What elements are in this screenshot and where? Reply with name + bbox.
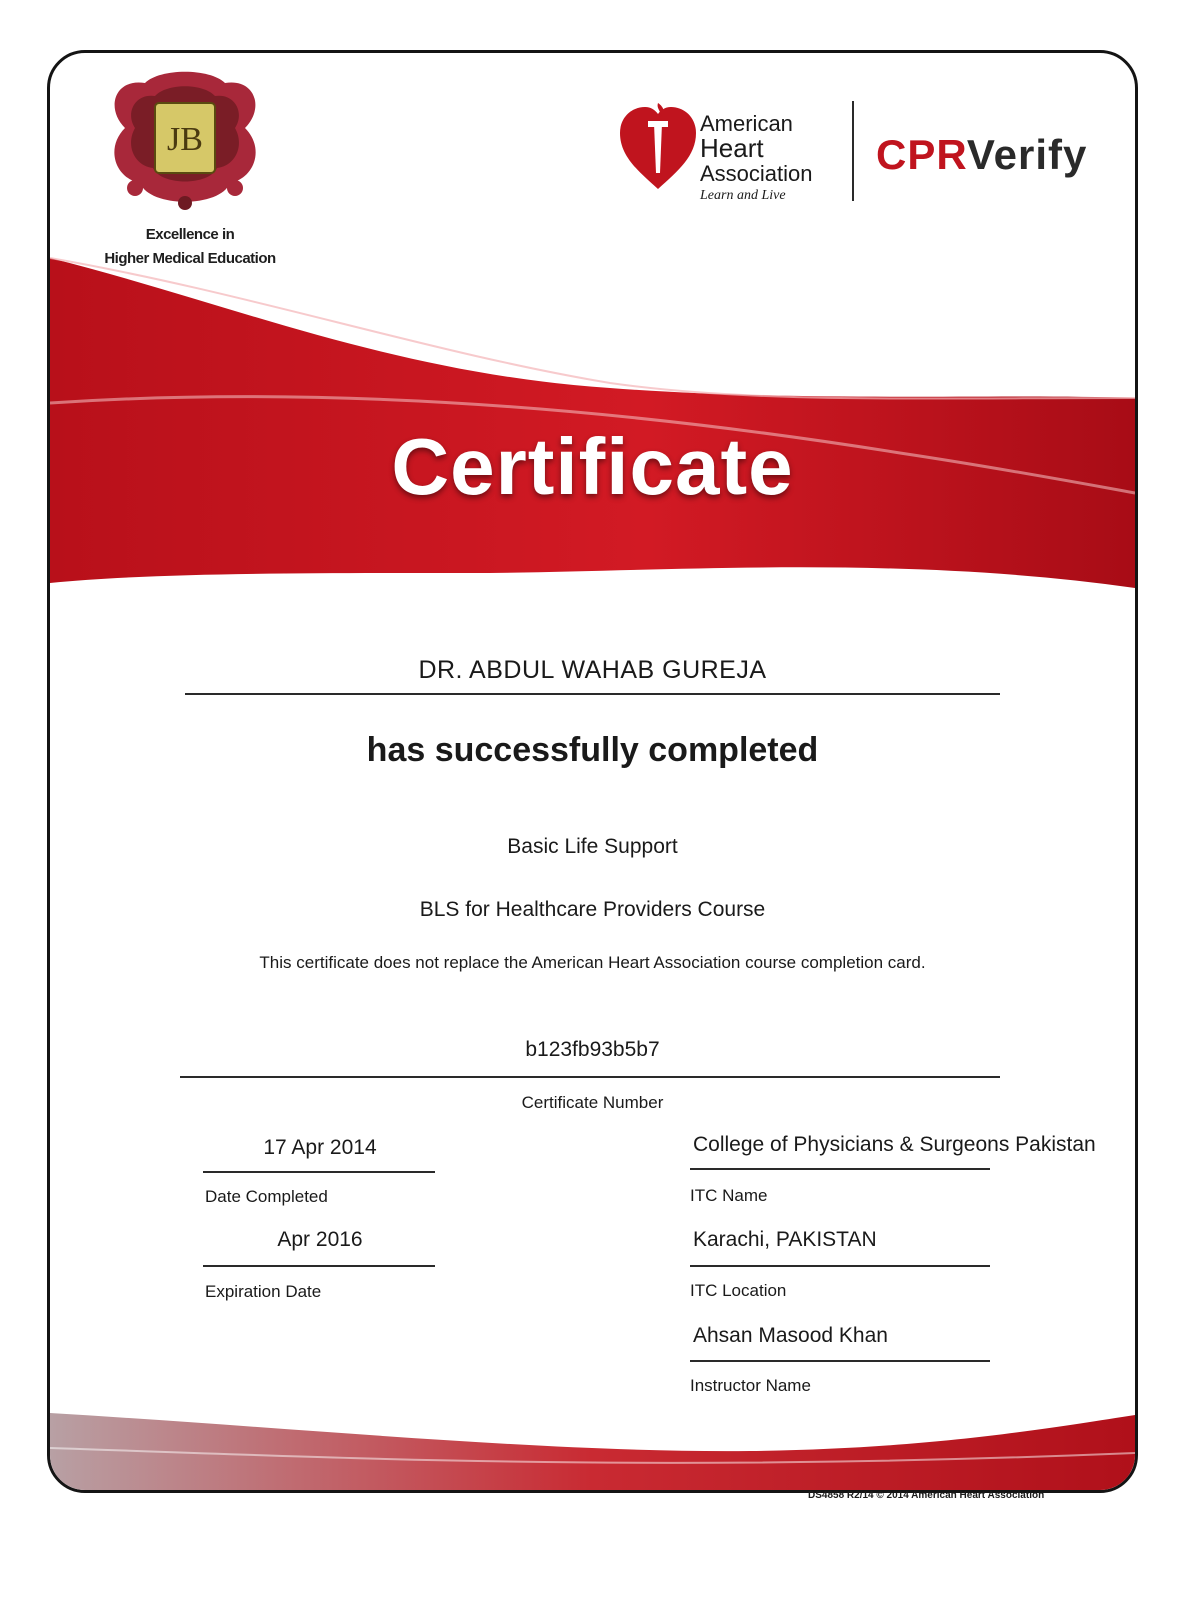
crest-logo bbox=[105, 68, 265, 218]
expiration-date-value: Apr 2016 bbox=[277, 1228, 363, 1251]
aha-heart-torch-icon bbox=[618, 101, 698, 191]
form-code-footer: DS4858 R2/14 © 2014 American Heart Association bbox=[808, 1490, 1045, 1501]
date-completed-underline bbox=[203, 1171, 435, 1173]
aha-tagline: Learn and Live bbox=[700, 188, 786, 203]
instructor-name-underline bbox=[690, 1360, 990, 1362]
completion-statement: has successfully completed bbox=[366, 731, 819, 769]
crest-caption bbox=[90, 223, 290, 271]
aha-line2: Heart bbox=[700, 133, 764, 163]
aha-wordmark bbox=[700, 111, 813, 206]
svg-text:JB: JB bbox=[167, 121, 203, 158]
certificate-number-underline bbox=[180, 1076, 1000, 1078]
itc-location-underline bbox=[690, 1265, 990, 1267]
itc-location-value: Karachi, PAKISTAN bbox=[693, 1228, 877, 1251]
logo-divider bbox=[852, 101, 854, 201]
itc-location-label: ITC Location bbox=[690, 1281, 787, 1300]
certificate-title: Certificate bbox=[391, 422, 794, 511]
certificate-number-label: Certificate Number bbox=[521, 1093, 664, 1112]
instructor-name-label: Instructor Name bbox=[690, 1376, 811, 1395]
recipient-underline bbox=[185, 693, 1000, 695]
date-completed-value: 17 Apr 2014 bbox=[263, 1136, 377, 1159]
itc-name-label: ITC Name bbox=[690, 1186, 768, 1205]
itc-name-value: College of Physicians & Surgeons Pakistan bbox=[693, 1133, 1096, 1156]
cpr-verify-part1: CPR bbox=[876, 131, 967, 178]
certificate-number: b123fb93b5b7 bbox=[525, 1038, 660, 1061]
crest-caption-line2: Higher Medical Education bbox=[104, 250, 276, 267]
recipient-name: DR. ABDUL WAHAB GUREJA bbox=[418, 656, 767, 684]
itc-name-underline bbox=[690, 1168, 990, 1170]
expiration-date-underline bbox=[203, 1265, 435, 1267]
instructor-name-value: Ahsan Masood Khan bbox=[693, 1324, 888, 1347]
cpr-verify-part2: Verify bbox=[966, 131, 1088, 178]
cpr-verify-logo bbox=[876, 131, 1087, 179]
certificate-card bbox=[47, 50, 1138, 1493]
expiration-date-label: Expiration Date bbox=[205, 1282, 322, 1301]
disclaimer-text: This certificate does not replace the American Heart Association course completion card. bbox=[259, 953, 926, 972]
aha-line3: Association bbox=[700, 161, 813, 186]
aha-line1: American bbox=[700, 111, 793, 136]
crest-caption-line1: Excellence in bbox=[145, 226, 235, 243]
course-detail: BLS for Healthcare Providers Course bbox=[419, 898, 766, 921]
course-name: Basic Life Support bbox=[507, 835, 678, 858]
date-completed-label: Date Completed bbox=[205, 1187, 328, 1206]
